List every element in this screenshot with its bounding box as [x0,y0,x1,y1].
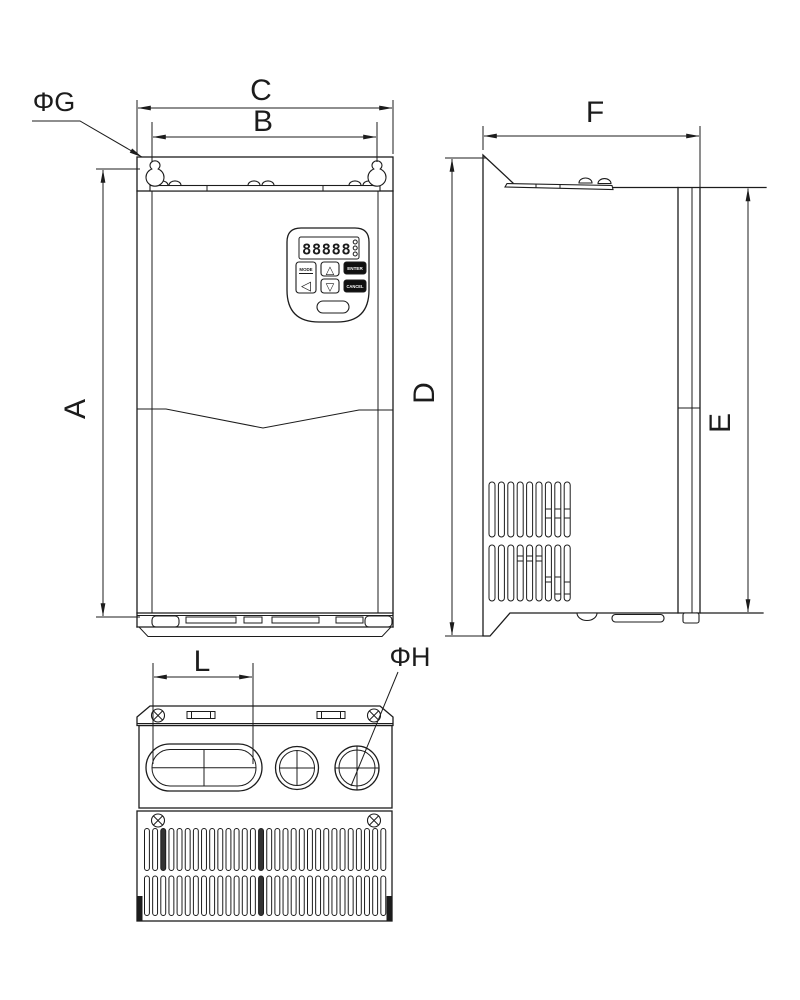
vent-slat [356,829,361,871]
vent-slat [316,829,321,871]
vent-slat [517,545,523,601]
dim-A-label: A [59,398,92,420]
vent-slat [153,829,158,871]
vent-slat [202,829,207,871]
cover-seam-line [137,409,393,428]
mounting-bracket [137,157,393,191]
display-value: 88888 [302,240,352,259]
dim-body-height-E [704,189,748,613]
vent-slat [508,545,514,601]
vent-slat [348,876,353,916]
vent-slat [489,545,495,601]
vent-slat [340,829,345,871]
dim-D-label: D [408,382,441,404]
vent-slat [218,829,223,871]
cancel-button [344,280,366,292]
down-arrow-icon: ▽ [325,280,335,294]
vent-slat [308,829,313,871]
vent-slat [226,876,231,916]
vent-slat [202,876,207,916]
vent-slat [545,545,551,601]
vent-slat [489,482,495,537]
side-vent-row-2 [489,545,570,601]
vent-slat [153,876,158,916]
vent-slat [218,876,223,916]
run-button [317,301,349,313]
vent-slat [169,876,174,916]
keypad-panel [287,228,369,322]
vent-slat [234,876,239,916]
vent-slat [161,876,166,916]
dim-L-label: L [193,645,211,678]
vent-slat [177,876,182,916]
vent-slat [527,482,533,537]
mount-keyhole-right-icon [368,161,386,186]
mode-button [296,262,316,294]
vent-slat [210,876,215,916]
down-button [321,279,339,294]
front-bottom-lip [139,627,391,637]
vent-slat [242,829,247,871]
vent-slat [267,876,272,916]
vent-slat [145,829,150,871]
dim-overall-height-A [59,169,140,617]
vent-slat [250,829,255,871]
bracket-rail [150,186,380,192]
callout-gland-hole-phi-h [351,642,431,786]
vent-slat [283,829,288,871]
vent-slat [177,829,182,871]
vent-slat [365,876,370,916]
vent-slat [365,829,370,871]
front-view [32,74,393,637]
vent-slat [161,829,166,871]
vent-slat [242,876,247,916]
vent-slat [332,829,337,871]
strip-slot [187,712,215,719]
side-view [408,96,766,636]
vent-slat [536,545,542,601]
mount-keyhole-left-icon [146,161,164,186]
side-bottom-feet [577,613,664,622]
vent-slat [234,829,239,871]
vent-slat [275,876,280,916]
dim-F-label: F [585,96,605,129]
vent-slat [267,829,272,871]
vent-slat [259,876,264,916]
back-plate-foot [683,613,699,623]
vent-slat [381,876,386,916]
vent-slat [324,829,329,871]
vent-slat [498,545,504,601]
shift-left-icon: ◁ [301,279,311,294]
vent-slat [299,829,304,871]
vent-slat [564,545,570,601]
cancel-button-label: CANCEL [346,284,364,289]
vent-slat [185,829,190,871]
vent-slat [348,829,353,871]
enter-button [344,262,366,274]
grille-row-1 [145,829,386,871]
vent-slat [291,829,296,871]
vent-slat [259,829,264,871]
oval-knockout [146,744,262,791]
bottom-view [137,642,431,921]
vent-slat [283,876,288,916]
vent-slat [145,876,150,916]
grille-row-2 [145,876,386,916]
up-button [321,262,339,277]
dim-B-label: B [252,105,274,138]
vent-slat [291,876,296,916]
bracket-screw-bumps [156,181,375,186]
dim-side-height-D [408,158,488,636]
bottom-mounting-strip [137,706,393,726]
vent-slat [169,829,174,871]
side-outline [483,155,766,636]
vent-slat [308,876,313,916]
vent-slat [555,545,561,601]
vent-slat [324,876,329,916]
vent-slat [527,545,533,601]
vent-grille [137,811,392,921]
screw-icon [368,814,381,827]
phi-g-label: ΦG [32,87,76,117]
phi-h-label: ΦH [389,642,431,672]
round-knockout-2 [335,746,379,790]
vent-slat [316,876,321,916]
vent-slat [517,482,523,537]
side-top-bracket [505,178,613,189]
mode-button-label: MODE [299,267,313,272]
screw-icon [152,814,165,827]
vent-slat [356,876,361,916]
vent-slat [275,829,280,871]
vent-slat [381,829,386,871]
enter-button-label: ENTER [347,266,363,271]
grille-corner-notch [137,896,143,921]
vent-slat [185,876,190,916]
led-column [353,240,357,256]
side-vent-dividers [517,509,570,594]
vent-slat [373,876,378,916]
vent-slat [498,482,504,537]
grille-corner-notch [387,896,393,921]
vent-slat [536,482,542,537]
vent-slat [193,876,198,916]
callout-mount-hole-phi-g [32,87,142,157]
vent-slat [340,876,345,916]
vent-slat [373,829,378,871]
round-knockout-1 [276,747,319,790]
phi-g-leader-line [32,121,142,157]
vent-slat [250,876,255,916]
dim-overall-depth-F [483,96,700,187]
dim-mount-spacing-B [152,105,377,162]
dim-C-label: C [250,74,272,107]
gland-plate [139,726,392,809]
vent-slat [332,876,337,916]
vent-slat [508,482,514,537]
back-plate [678,188,700,624]
up-arrow-icon: △ [325,263,335,277]
front-body [137,191,393,637]
dim-E-label: E [704,412,737,434]
dim-gland-length-L [153,645,253,764]
vent-slat [193,829,198,871]
strip-slot [317,712,345,719]
vent-slat [299,876,304,916]
vent-slat [226,829,231,871]
vent-slat [210,829,215,871]
front-bottom-feet [137,616,393,637]
